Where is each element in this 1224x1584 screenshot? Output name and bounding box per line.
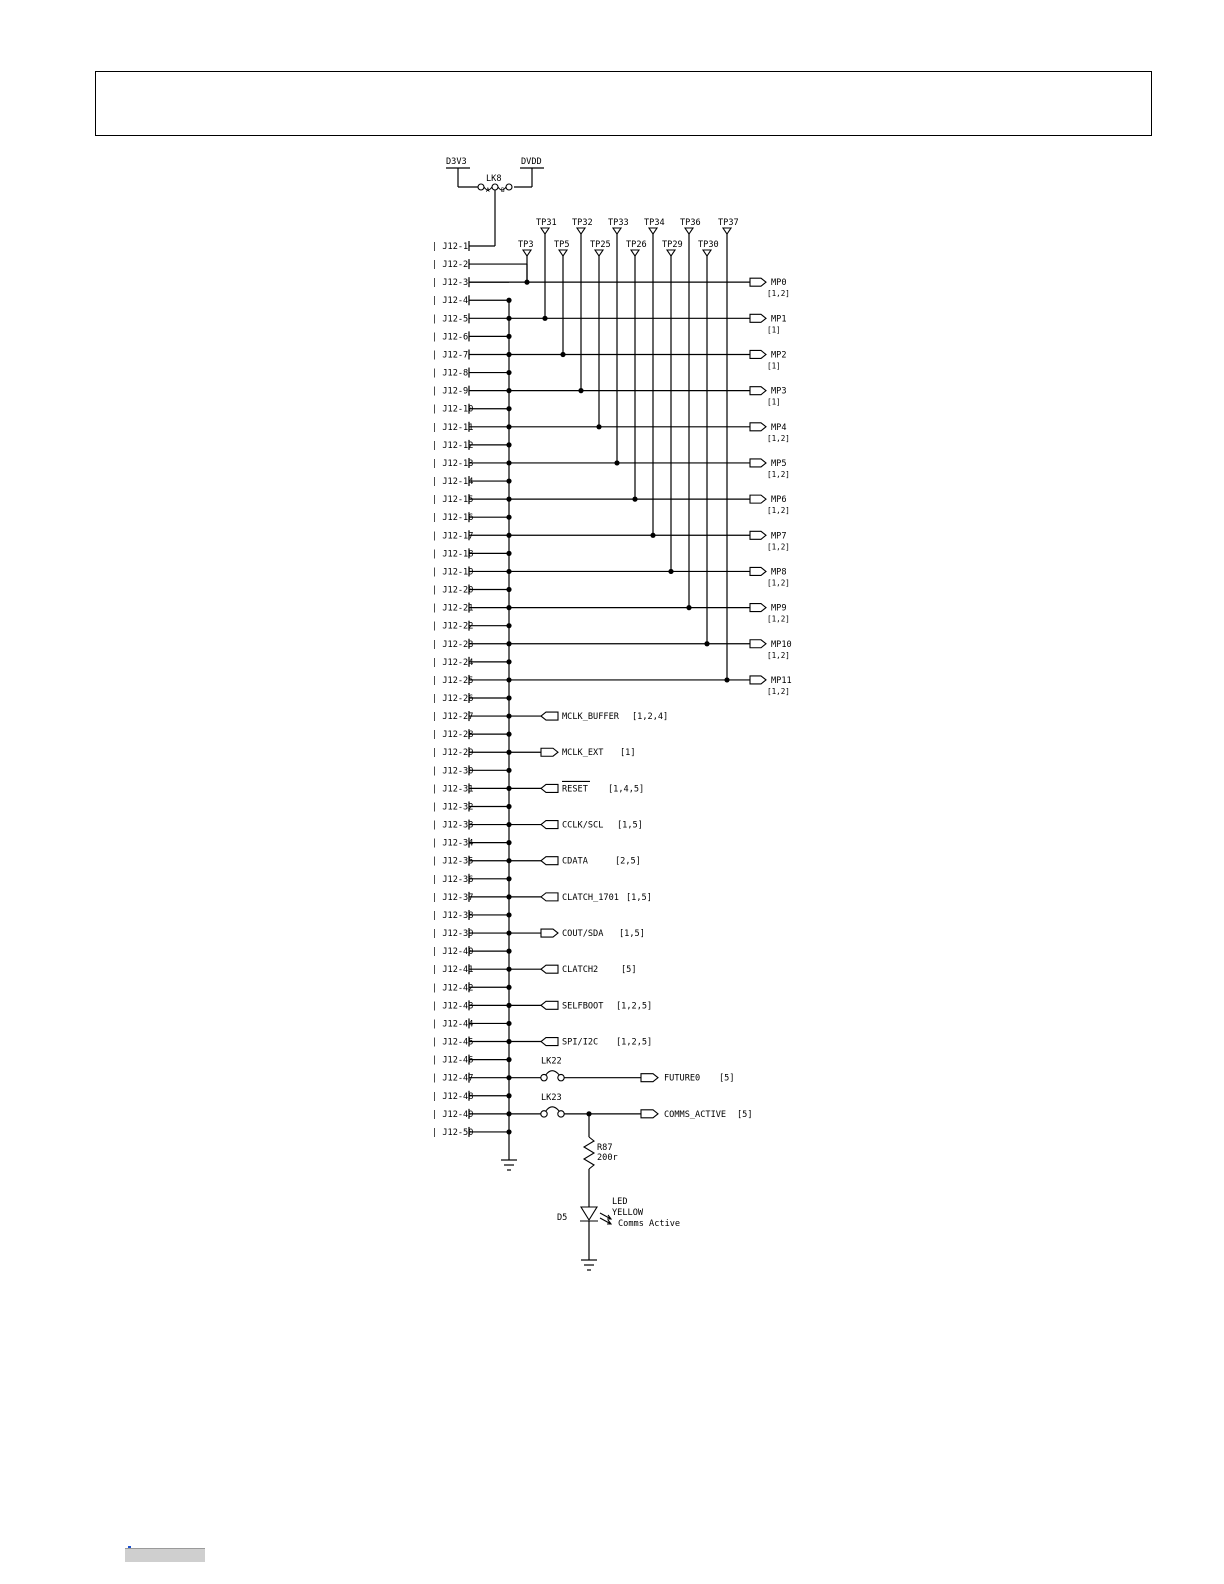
mp-port-symbol [750,640,766,648]
connector-pin-label: | J12-43 [432,1001,474,1012]
connector-pin-label: | J12-35 [432,856,474,867]
link-jumper [546,1071,559,1075]
junction-dot [506,912,511,917]
mp-port-symbol [750,531,766,539]
mp-port-ref: [1,2] [767,686,790,696]
lk8-pin-b: B [501,187,505,194]
junction-dot [542,316,547,321]
mp-port-label: MP8 [771,567,787,578]
test-point-label: TP33 [608,218,629,228]
junction-dot [506,623,511,628]
test-point-label: TP29 [662,240,683,250]
junction-dot [506,515,511,520]
connector-pin-label: | J12-15 [432,495,474,506]
connector-pin-label: | J12-42 [432,983,474,994]
connector-pin-label: | J12-38 [432,910,474,921]
junction-dot [506,1003,511,1008]
connector-pin-label: | J12-44 [432,1019,474,1030]
connector-pin-label: | J12-22 [432,621,474,632]
test-point-marker [723,228,731,234]
connector-pin-label: | J12-34 [432,838,474,849]
connector-pin-label: | J12-8 [432,368,469,379]
junction-dot [586,1111,591,1116]
junction-dot [506,1039,511,1044]
junction-dot [506,587,511,592]
led-ref: D5 [557,1213,568,1223]
junction-dot [506,732,511,737]
mp-port-label: MP11 [771,675,792,686]
signal-port-symbol [541,1001,558,1009]
junction-dot [506,659,511,664]
connector-pin-label: | J12-46 [432,1055,474,1066]
test-point-marker [523,250,531,256]
signal-label: CLATCH2 [562,965,599,976]
connector-pin-label: | J12-7 [432,350,469,361]
mp-port-ref: [1] [767,361,781,371]
junction-dot [632,497,637,502]
junction-dot [506,768,511,773]
junction-dot [506,406,511,411]
link-net-label: FUTURE0 [664,1073,701,1084]
junction-dot [506,388,511,393]
junction-dot [506,551,511,556]
led-type: LED [612,1197,628,1207]
test-point-marker [577,228,585,234]
link-pin [541,1074,547,1080]
mp-port-symbol [750,278,766,286]
connector-pin-label: | J12-28 [432,730,474,741]
junction-dot [506,352,511,357]
connector-pin-label: | J12-19 [432,567,474,578]
signal-ref: [1,5] [626,892,652,903]
led-emission-arrow [600,1213,611,1219]
test-point-label: TP26 [626,240,647,250]
mp-port-label: MP0 [771,278,787,289]
connector-pin-label: | J12-4 [432,296,469,307]
mp-port-ref: [1] [767,397,781,407]
connector-pin-label: | J12-23 [432,639,474,650]
junction-dot [506,641,511,646]
footer-link-mark [128,1546,131,1548]
d3v3-label: D3V3 [446,157,467,167]
test-point-marker [541,228,549,234]
lk8-pin [492,184,498,190]
mp-port-ref: [1,2] [767,650,790,660]
junction-dot [506,533,511,538]
lk8-label: LK8 [486,174,502,184]
test-point-marker [559,250,567,256]
junction-dot [506,930,511,935]
junction-dot [614,460,619,465]
link-net-ref: [5] [719,1073,735,1084]
signal-label: CCLK/SCL [562,820,604,831]
junction-dot [506,1093,511,1098]
connector-pin-label: | J12-30 [432,766,474,777]
signal-ref: [1,2,5] [616,1001,653,1012]
junction-dot [506,840,511,845]
connector-pin-label: | J12-14 [432,477,474,488]
junction-dot [506,858,511,863]
junction-dot [668,569,673,574]
signal-port-symbol [541,748,558,756]
connector-pin-label: | J12-16 [432,513,474,524]
connector-pin-label: | J12-49 [432,1109,474,1120]
junction-dot [506,713,511,718]
connector-pin-label: | J12-24 [432,657,474,668]
signal-port-symbol [541,929,558,937]
connector-pin-label: | J12-2 [432,260,469,271]
led-color: YELLOW [612,1208,644,1218]
connector-pin-label: | J12-20 [432,585,474,596]
mp-port-label: MP5 [771,458,787,469]
link-net-ref: [5] [737,1109,753,1120]
junction-dot [506,876,511,881]
test-point-label: TP37 [718,218,739,228]
junction-dot [506,605,511,610]
test-point-label: TP5 [554,240,570,250]
mp-port-symbol [750,495,766,503]
link-jumper [546,1107,559,1111]
junction-dot [506,370,511,375]
dvdd-label: DVDD [521,157,542,167]
junction-dot [506,569,511,574]
mp-port-label: MP6 [771,495,787,506]
connector-pin-label: | J12-48 [432,1091,474,1102]
mp-port-ref: [1] [767,325,781,335]
signal-label: MCLK_EXT [562,748,604,759]
junction-dot [524,280,529,285]
junction-dot [506,967,511,972]
test-point-label: TP25 [590,240,611,250]
connector-pin-label: | J12-9 [432,386,469,397]
connector-pin-label: | J12-5 [432,314,469,325]
signal-label: MCLK_BUFFER [562,712,619,723]
mp-port-symbol [750,459,766,467]
connector-pin-label: | J12-26 [432,694,474,704]
test-point-marker [613,228,621,234]
junction-dot [506,804,511,809]
junction-dot [506,695,511,700]
mp-port-symbol [750,604,766,612]
connector-pin-label: | J12-18 [432,549,474,560]
mp-port-symbol [750,676,766,684]
signal-label: SPI/I2C [562,1037,599,1048]
resistor-ref: R87 [597,1143,613,1153]
junction-dot [506,1021,511,1026]
signal-port-symbol [541,821,558,829]
mp-port-symbol [750,387,766,395]
junction-dot [506,1057,511,1062]
mp-port-ref: [1,2] [767,506,790,516]
link-port-symbol [641,1074,658,1082]
signal-port-symbol [541,1038,558,1046]
junction-dot [686,605,691,610]
junction-dot [506,949,511,954]
lk8-pin [478,184,484,190]
mp-port-ref: [1,2] [767,542,790,552]
junction-dot [506,442,511,447]
signal-label: CDATA [562,856,588,867]
connector-pin-label: | J12-12 [432,440,474,451]
mp-port-label: MP4 [771,422,787,433]
mp-port-symbol [750,423,766,431]
test-point-label: TP32 [572,218,593,228]
connector-pin-label: | J12-40 [432,947,474,958]
junction-dot [506,1129,511,1134]
connector-pin-label: | J12-47 [432,1073,474,1084]
footer-bar [125,1548,205,1562]
signal-ref: [1,2,4] [632,712,669,723]
mp-port-label: MP1 [771,314,787,325]
link-pin [541,1111,547,1117]
test-point-marker [685,228,693,234]
junction-dot [704,641,709,646]
junction-dot [506,985,511,990]
mp-port-ref: [1,2] [767,614,790,624]
signal-ref: [1,2,5] [616,1037,653,1048]
mp-port-label: MP3 [771,386,787,397]
junction-dot [506,822,511,827]
signal-ref: [1,4,5] [608,784,645,795]
link-net-label: COMMS_ACTIVE [664,1109,727,1120]
junction-dot [578,388,583,393]
signal-label: COUT/SDA [562,929,604,940]
junction-dot [506,460,511,465]
mp-port-symbol [750,567,766,575]
connector-pin-label: | J12-39 [432,929,474,940]
junction-dot [506,424,511,429]
test-point-label: TP36 [680,218,701,228]
connector-pin-label: | J12-45 [432,1037,474,1048]
mp-port-label: MP10 [771,639,792,650]
connector-pin-label: | J12-10 [432,404,474,415]
junction-dot [560,352,565,357]
junction-dot [506,497,511,502]
mp-port-label: MP9 [771,603,787,614]
signal-ref: [1] [620,748,636,759]
test-point-marker [649,228,657,234]
signal-label: SELFBOOT [562,1001,604,1012]
connector-pin-label: | J12-29 [432,748,474,759]
connector-pin-label: | J12-21 [432,603,474,614]
connector-pin-label: | J12-37 [432,892,474,903]
signal-port-symbol [541,784,558,792]
junction-dot [506,298,511,303]
signal-port-symbol [541,965,558,973]
connector-pin-label: | J12-32 [432,802,474,813]
mp-port-label: MP7 [771,531,787,542]
test-point-marker [595,250,603,256]
junction-dot [506,1111,511,1116]
junction-dot [506,334,511,339]
connector-pin-label: | J12-6 [432,332,469,343]
signal-ref: [5] [621,965,637,976]
link-label: LK23 [541,1092,562,1103]
test-point-marker [631,250,639,256]
mp-port-symbol [750,350,766,358]
link-port-symbol [641,1110,658,1118]
mp-port-label: MP2 [771,350,787,361]
link-label: LK22 [541,1056,562,1067]
connector-pin-label: | J12-41 [432,965,474,976]
test-point-label: TP31 [536,218,557,228]
connector-pin-label: | J12-36 [432,874,474,885]
connector-pin-label: | J12-50 [432,1127,474,1138]
connector-pin-label: | J12-13 [432,458,474,469]
connector-pin-label: | J12-17 [432,531,474,542]
led-d5-body [581,1207,597,1220]
signal-ref: [2,5] [615,856,641,867]
junction-dot [506,1075,511,1080]
link-pin [558,1074,564,1080]
connector-pin-label: | J12-3 [432,278,469,289]
junction-dot [506,677,511,682]
signal-ref: [1,5] [619,929,645,940]
connector-pin-label: | J12-25 [432,675,474,686]
connector-pin-label: | J12-1 [432,242,469,252]
mp-port-ref: [1,2] [767,578,790,588]
junction-dot [650,533,655,538]
test-point-label: TP30 [698,240,719,250]
lk8-pin [506,184,512,190]
signal-label: CLATCH_1701 [562,892,619,903]
resistor-value: 200r [597,1153,618,1163]
junction-dot [596,424,601,429]
connector-pin-label: | J12-11 [432,422,474,433]
link-pin [558,1111,564,1117]
junction-dot [724,677,729,682]
mp-port-ref: [1,2] [767,469,790,479]
connector-pin-label: | J12-33 [432,820,474,831]
junction-dot [506,750,511,755]
test-point-label: TP34 [644,218,665,228]
connector-pin-label: | J12-27 [432,712,474,723]
lk8-pin-a: A [486,187,490,194]
signal-port-symbol [541,712,558,720]
led-label: Comms Active [618,1219,681,1229]
junction-dot [506,894,511,899]
mp-port-ref: [1,2] [767,289,790,299]
signal-port-symbol [541,857,558,865]
mp-port-symbol [750,314,766,322]
junction-dot [506,786,511,791]
connector-pin-label: | J12-31 [432,784,474,795]
signal-ref: [1,5] [617,820,643,831]
resistor-r87 [584,1137,594,1169]
junction-dot [506,316,511,321]
test-point-marker [703,250,711,256]
signal-port-symbol [541,893,558,901]
test-point-label: TP3 [518,240,534,250]
signal-label: RESET [562,784,588,795]
junction-dot [506,478,511,483]
test-point-marker [667,250,675,256]
mp-port-ref: [1,2] [767,433,790,443]
